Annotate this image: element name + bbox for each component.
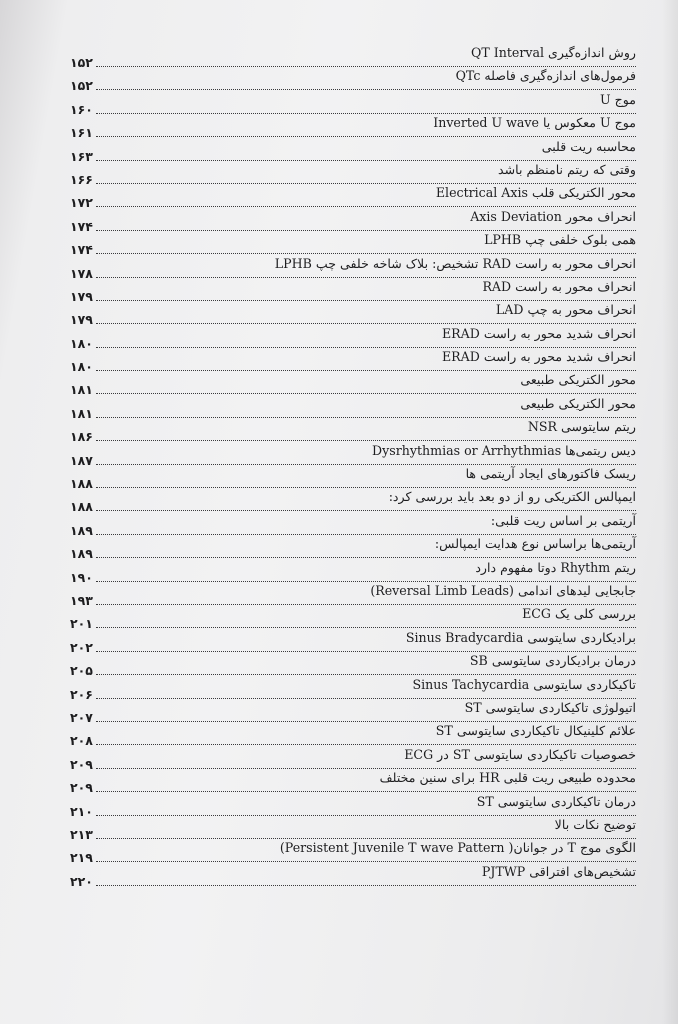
toc-entry-page-number: ۱۷۸ bbox=[70, 265, 93, 281]
toc-entry-page-number: ۱۷۲ bbox=[70, 195, 93, 211]
dot-leader bbox=[96, 510, 636, 511]
toc-entry-title: الگوی موج T در جوانان( Persistent Juvenile T wave Pattern) bbox=[279, 840, 636, 856]
dot-leader bbox=[96, 557, 636, 558]
toc-entry-title: موج U معکوس یا Inverted U wave bbox=[433, 115, 636, 131]
toc-entry-title: ریتم سایتوسی NSR bbox=[527, 419, 636, 435]
toc-entry-page-number: ۱۷۴ bbox=[70, 242, 93, 258]
toc-entry-title: موج U bbox=[599, 91, 636, 107]
toc-entry-page-number: ۱۸۰ bbox=[70, 359, 93, 375]
dot-leader bbox=[96, 323, 636, 324]
toc-entry-title: برادیکاردی سایتوسی Sinus Bradycardia bbox=[405, 629, 636, 645]
dot-leader bbox=[96, 604, 636, 605]
toc-entry bbox=[70, 233, 636, 256]
toc-entry-title: انحراف شدید محور به راست ERAD bbox=[441, 325, 636, 341]
toc-entry bbox=[70, 116, 636, 139]
toc-entry bbox=[70, 818, 636, 841]
dot-leader bbox=[96, 89, 636, 90]
toc-entry-title: همی بلوک خلفی چپ LPHB bbox=[484, 232, 636, 248]
toc-entry-title: درمان تاکیکاردی سایتوسی ST bbox=[476, 793, 636, 809]
dot-leader bbox=[96, 370, 636, 371]
toc-entry bbox=[70, 280, 636, 303]
toc-entry bbox=[70, 420, 636, 443]
toc-entry-page-number: ۲۰۸ bbox=[70, 733, 93, 749]
toc-entry-title: علائم کلینیکال تاکیکاردی سایتوسی ST bbox=[435, 723, 636, 739]
toc-entry-title: تشخیص‌های افتراقی PJTWP bbox=[481, 863, 636, 879]
toc-entry-page-number: ۱۸۸ bbox=[70, 499, 93, 515]
dot-leader bbox=[96, 66, 636, 67]
toc-entry-page-number: ۱۶۰ bbox=[70, 101, 93, 117]
table-of-contents bbox=[70, 46, 636, 888]
dot-leader bbox=[96, 230, 636, 231]
toc-entry bbox=[70, 795, 636, 818]
toc-entry bbox=[70, 186, 636, 209]
toc-entry-title: آریتمی‌ها براساس نوع هدایت ایمپالس: bbox=[434, 536, 636, 552]
toc-entry bbox=[70, 490, 636, 513]
toc-entry-title: انحراف محور Axis Deviation bbox=[470, 208, 636, 224]
toc-entry-page-number: ۱۷۴ bbox=[70, 218, 93, 234]
toc-entry-page-number: ۱۵۲ bbox=[70, 55, 93, 70]
toc-entry-title: ریسک فاکتورهای ایجاد آریتمی ها bbox=[465, 466, 636, 482]
toc-entry-page-number: ۲۰۹ bbox=[70, 756, 93, 772]
dot-leader bbox=[96, 581, 636, 582]
toc-entry bbox=[70, 467, 636, 490]
dot-leader bbox=[96, 885, 636, 886]
toc-entry bbox=[70, 748, 636, 771]
toc-entry-page-number: ۱۸۹ bbox=[70, 522, 93, 538]
dot-leader bbox=[96, 815, 636, 816]
dot-leader bbox=[96, 651, 636, 652]
toc-entry-title: محور الکتریکی طبیعی bbox=[520, 372, 636, 388]
toc-entry-page-number: ۱۶۶ bbox=[70, 171, 93, 187]
toc-entry-page-number: ۲۱۳ bbox=[70, 826, 93, 842]
dot-leader bbox=[96, 136, 636, 137]
dot-leader bbox=[96, 347, 636, 348]
dot-leader bbox=[96, 674, 636, 675]
toc-entry bbox=[70, 631, 636, 654]
toc-entry-page-number: ۱۹۳ bbox=[70, 592, 93, 608]
toc-entry-page-number: ۲۱۰ bbox=[70, 803, 93, 819]
dot-leader bbox=[96, 721, 636, 722]
dot-leader bbox=[96, 113, 636, 114]
toc-entry-title: روش اندازه‌گیری QT Interval bbox=[471, 45, 636, 60]
toc-entry-page-number: ۱۸۸ bbox=[70, 476, 93, 492]
dot-leader bbox=[96, 627, 636, 628]
toc-entry-page-number: ۲۱۹ bbox=[70, 850, 93, 866]
toc-entry bbox=[70, 865, 636, 888]
toc-entry-title: جابجایی لیدهای اندامی (Reversal Limb Leads) bbox=[370, 582, 636, 598]
toc-entry-title: انحراف شدید محور به راست ERAD bbox=[441, 349, 636, 365]
toc-entry bbox=[70, 210, 636, 233]
toc-entry-page-number: ۱۶۳ bbox=[70, 148, 93, 164]
toc-entry-title: ایمپالس الکتریکی رو از دو بعد باید بررسی کرد: bbox=[388, 489, 636, 505]
toc-entry bbox=[70, 561, 636, 584]
toc-entry bbox=[70, 46, 636, 69]
toc-entry-title: اتیولوژی تاکیکاردی سایتوسی ST bbox=[464, 699, 636, 715]
toc-entry-title: وقتی که ریتم نامنظم باشد bbox=[497, 161, 636, 177]
dot-leader bbox=[96, 253, 636, 254]
toc-entry bbox=[70, 444, 636, 467]
dot-leader bbox=[96, 440, 636, 441]
dot-leader bbox=[96, 206, 636, 207]
dot-leader bbox=[96, 838, 636, 839]
toc-entry bbox=[70, 654, 636, 677]
toc-entry-page-number: ۲۰۲ bbox=[70, 639, 93, 655]
toc-entry-title: ریتم Rhythm دوتا مفهوم دارد bbox=[475, 559, 636, 575]
toc-entry bbox=[70, 93, 636, 116]
toc-entry bbox=[70, 701, 636, 724]
toc-entry-title: درمان برادیکاردی سایتوسی SB bbox=[469, 653, 636, 669]
dot-leader bbox=[96, 534, 636, 535]
dot-leader bbox=[96, 393, 636, 394]
toc-entry-title: محور الکتریکی قلب Electrical Axis bbox=[435, 185, 636, 201]
toc-entry bbox=[70, 607, 636, 630]
dot-leader bbox=[96, 768, 636, 769]
toc-entry-page-number: ۲۲۰ bbox=[70, 873, 93, 889]
toc-entry bbox=[70, 373, 636, 396]
toc-entry-title: آریتمی بر اساس ریت قلبی: bbox=[490, 512, 636, 528]
dot-leader bbox=[96, 183, 636, 184]
toc-entry-title: توضیح نکات بالا bbox=[554, 816, 636, 832]
toc-entry bbox=[70, 163, 636, 186]
toc-entry-title: فرمول‌های اندازه‌گیری فاصله QTc bbox=[455, 68, 636, 84]
toc-entry-title: تاکیکاردی سایتوسی Sinus Tachycardia bbox=[412, 676, 636, 692]
toc-entry bbox=[70, 724, 636, 747]
toc-entry-title: محور الکتریکی طبیعی bbox=[520, 395, 636, 411]
toc-entry-page-number: ۱۶۱ bbox=[70, 125, 93, 141]
dot-leader bbox=[96, 744, 636, 745]
toc-entry bbox=[70, 327, 636, 350]
toc-entry-title: انحراف محور به راست RAD bbox=[482, 278, 636, 294]
dot-leader bbox=[96, 300, 636, 301]
dot-leader bbox=[96, 791, 636, 792]
dot-leader bbox=[96, 861, 636, 862]
toc-entry-page-number: ۱۸۰ bbox=[70, 335, 93, 351]
dot-leader bbox=[96, 160, 636, 161]
toc-entry-title: دیس ریتمی‌ها Dysrhythmias or Arrhythmias bbox=[372, 442, 636, 458]
toc-entry-page-number: ۲۰۱ bbox=[70, 616, 93, 632]
toc-entry-title: محدوده طبیعی ریت قلبی HR برای سنین مختلف bbox=[379, 770, 636, 786]
toc-entry-page-number: ۱۸۱ bbox=[70, 405, 93, 421]
toc-entry bbox=[70, 678, 636, 701]
toc-entry bbox=[70, 584, 636, 607]
toc-entry-page-number: ۲۰۹ bbox=[70, 780, 93, 796]
toc-entry bbox=[70, 303, 636, 326]
toc-entry bbox=[70, 397, 636, 420]
dot-leader bbox=[96, 417, 636, 418]
toc-entry-page-number: ۱۵۲ bbox=[70, 78, 93, 94]
toc-entry bbox=[70, 257, 636, 280]
toc-entry-title: بررسی کلی یک ECG bbox=[522, 606, 636, 622]
toc-entry bbox=[70, 69, 636, 92]
toc-entry-page-number: ۱۷۹ bbox=[70, 312, 93, 328]
dot-leader bbox=[96, 698, 636, 699]
toc-entry-page-number: ۱۹۰ bbox=[70, 569, 93, 585]
toc-entry bbox=[70, 771, 636, 794]
toc-entry-title: انحراف محور به چپ LAD bbox=[495, 302, 636, 318]
dot-leader bbox=[96, 487, 636, 488]
dot-leader bbox=[96, 464, 636, 465]
toc-entry-title: انحراف محور به راست RAD تشخیص: بلاک شاخه خلفی چپ LPHB bbox=[274, 255, 636, 271]
toc-entry-page-number: ۱۸۶ bbox=[70, 429, 93, 445]
toc-entry-page-number: ۲۰۶ bbox=[70, 686, 93, 702]
toc-entry bbox=[70, 537, 636, 560]
toc-entry-title: خصوصیات تاکیکاردی سایتوسی ST در ECG bbox=[404, 746, 636, 762]
toc-entry-title: محاسبه ریت قلبی bbox=[541, 138, 636, 154]
toc-entry-page-number: ۱۸۹ bbox=[70, 546, 93, 562]
toc-entry-page-number: ۱۷۹ bbox=[70, 288, 93, 304]
toc-entry-page-number: ۱۸۱ bbox=[70, 382, 93, 398]
toc-entry bbox=[70, 841, 636, 864]
dot-leader bbox=[96, 277, 636, 278]
toc-entry bbox=[70, 140, 636, 163]
toc-entry-page-number: ۲۰۷ bbox=[70, 709, 93, 725]
toc-entry bbox=[70, 514, 636, 537]
toc-entry-page-number: ۱۸۷ bbox=[70, 452, 93, 468]
toc-entry-page-number: ۲۰۵ bbox=[70, 663, 93, 679]
toc-entry bbox=[70, 350, 636, 373]
